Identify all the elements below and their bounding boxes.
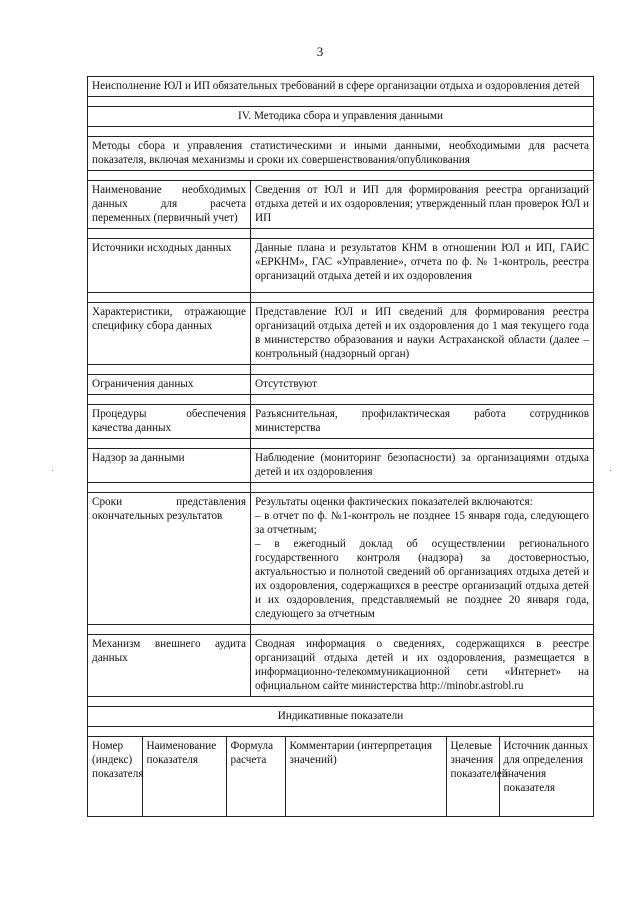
intro-row [88,77,594,97]
scan-speck [52,470,53,471]
table-row [88,449,594,483]
row-value: Отсутствуют [251,375,594,395]
indicators-header-row [88,737,594,817]
header-source: Источник данных для определения значения показателя [499,737,594,816]
row-value: Представление ЮЛ и ИП сведений для формирования реестра организаций отдыха детей и их оздоровления до 1 мая текущего года в министерство образования и науки Астраханской области (далее – контрольный (надзорный орган) [251,303,594,365]
table-row [88,181,594,229]
table-row [88,405,594,439]
page-number: 3 [316,44,324,59]
row-label: Сроки представления окончательных результатов [88,493,251,625]
row-label: Механизм внешнего аудита данных [88,635,251,697]
intro-cell: Неисполнение ЮЛ и ИП обязательных требований в сфере организации отдыха и оздоровления детей [88,77,594,97]
row-label: Надзор за данными [88,449,251,483]
spacer-row [88,171,594,181]
indicators-title-row [88,707,594,727]
indicators-header-table [88,737,594,816]
row-label: Ограничения данных [88,375,251,395]
scan-speck [610,470,611,471]
row-label: Процедуры обеспечения качества данных [88,405,251,439]
row-value: Сводная информация о сведениях, содержащихся в реестре организаций отдыха детей и их оздоровления, размещается в информационно-телекоммуникационной сети «Интернет» на официальном сайте министерства http://minobr.astrobl.ru [251,635,594,697]
row-label: Наименование необходимых данных для расчета переменных (первичный учет) [88,181,251,229]
header-index: Номер (индекс) показателя [88,737,142,816]
header-comments: Комментарии (интерпретация значений) [285,737,446,816]
indicators-title: Индикативные показатели [88,707,594,727]
table-row [88,239,594,293]
header-targets: Целевые значения показателей [446,737,499,816]
spacer-row [88,97,594,107]
section-title: IV. Методика сбора и управления данными [88,107,594,127]
table-row [88,635,594,697]
section-title-row [88,107,594,127]
row-value: Данные плана и результатов КНМ в отношении ЮЛ и ИП, ГАИС «ЕРКНМ», ГАС «Управление», отчета по ф. № 1-контроль, реестра организаций отдыха детей и их оздоровления [251,239,594,293]
row-label: Характеристики, отражающие специфику сбора данных [88,303,251,365]
table-row [88,375,594,395]
spacer-row [88,127,594,137]
row-value: Сведения от ЮЛ и ИП для формирования реестра организаций отдыха детей и их оздоровления; утвержденный план проверок ЮЛ и ИП [251,181,594,229]
header-name: Наименование показателя [142,737,226,816]
table-row [88,303,594,365]
section-intro: Методы сбора и управления статистическими и иными данными, необходимыми для расчета показателя, включая механизмы и сроки их совершенствования/опубликования [88,137,594,171]
row-value: Разъяснительная, профилактическая работа сотрудников министерства [251,405,594,439]
methodology-table [87,76,594,817]
section-intro-row [88,137,594,171]
row-value: Наблюдение (мониторинг безопасности) за организациями отдыха детей и их оздоровления [251,449,594,483]
row-value: Результаты оценки фактических показателей включаются: – в отчет по ф. №1-контроль не позднее 15 января года, следующего за отчетным; – в ежегодный доклад об осуществлении регионального государственного контроля (надзора) за достоверностью, актуальностью и полнотой сведений об организациях отдыха детей и их оздоровления, содержащихся в реестре организаций отдыха детей и их оздоровления, представляемый не позднее 20 января года, следующего за отчетным [251,493,594,625]
table-row [88,493,594,625]
header-formula: Формула расчета [226,737,285,816]
row-label: Источники исходных данных [88,239,251,293]
